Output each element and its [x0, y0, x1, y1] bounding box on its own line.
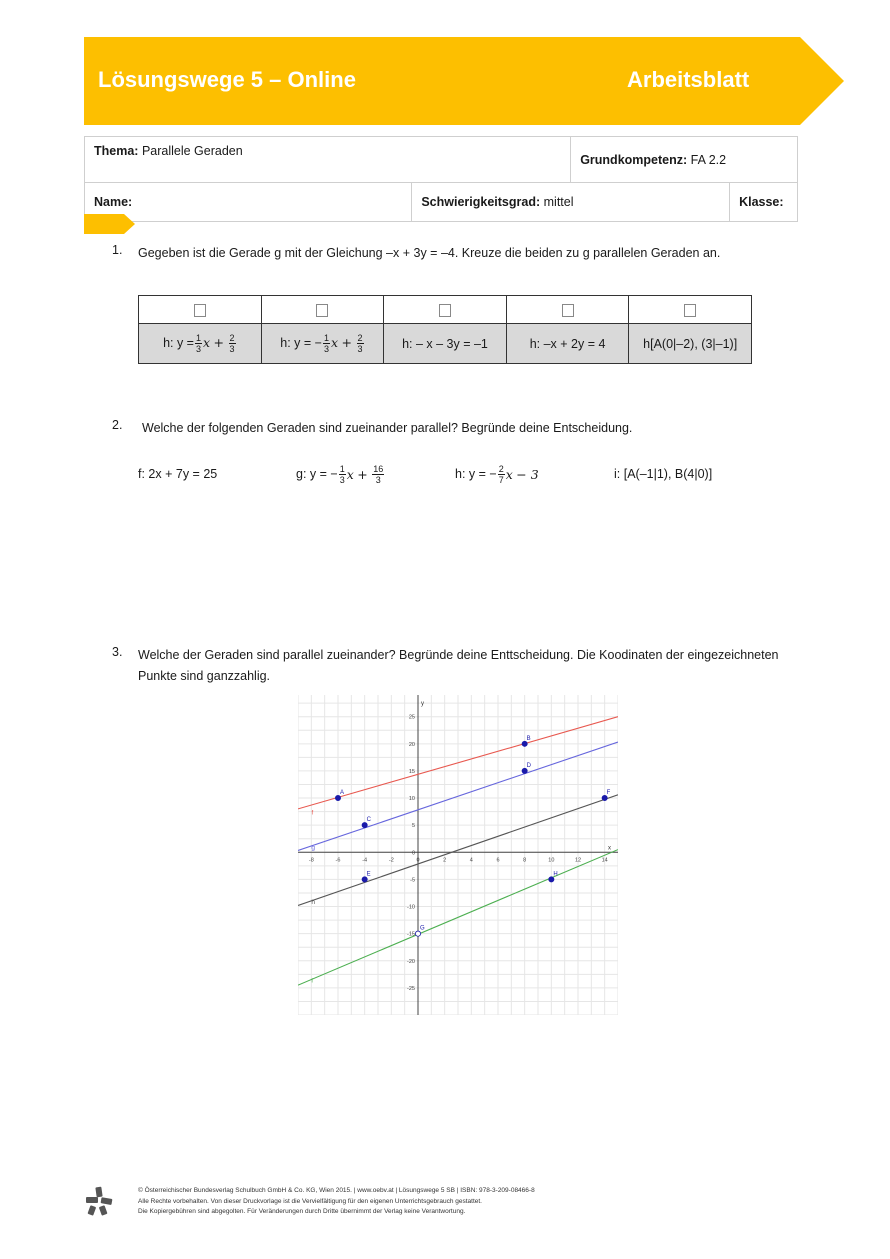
task2-number: 2. — [112, 418, 123, 432]
schwierigkeit-value: mittel — [543, 195, 574, 209]
x-tick-label: -4 — [362, 857, 368, 864]
variable: x — [203, 334, 211, 350]
fraction — [357, 333, 364, 354]
y-tick-label: -5 — [410, 877, 415, 884]
option-2 — [261, 324, 384, 364]
point-label-F: F — [606, 790, 611, 797]
x-tick-label: -8 — [308, 857, 314, 864]
denominator: 3 — [195, 344, 201, 354]
choice-cell[interactable] — [506, 296, 629, 324]
point-A — [335, 795, 340, 800]
choice-cell[interactable] — [384, 296, 507, 324]
operator: + — [213, 334, 225, 350]
task2-text: Welche der folgenden Geraden sind zueinander parallel? Begründe deine Entscheidung. — [142, 421, 633, 435]
worksheet-meta-table — [84, 136, 798, 222]
point-label-H: H — [553, 871, 558, 878]
task1-text: Gegeben ist die Gerade g mit der Gleichung –x + 3y = –4. Kreuze die beiden zu g parallelen Geraden an. — [138, 246, 721, 260]
y-tick-label: 5 — [411, 823, 415, 830]
checkbox-option-3[interactable] — [439, 304, 451, 317]
equation-i: i: [A(–1|1), B(4|0)] — [614, 467, 713, 481]
line-label-h: h — [311, 898, 315, 906]
klasse-label: Klasse: — [739, 195, 784, 209]
thema-label: Thema: — [94, 144, 139, 158]
variable: x — [346, 466, 354, 482]
point-G — [415, 931, 420, 936]
point-label-G: G — [420, 925, 425, 932]
numerator: 1 — [339, 463, 345, 474]
x-tick-label: -2 — [388, 857, 394, 864]
y-tick-label: -25 — [407, 985, 415, 992]
option-4: h: –x + 2y = 4 — [506, 324, 629, 364]
option-2-prefix: h: y = − — [280, 335, 322, 350]
denominator: 3 — [229, 344, 235, 354]
variable: x — [330, 334, 339, 350]
numerator: 1 — [323, 333, 329, 343]
denominator: 3 — [375, 474, 381, 485]
task3-text-line2: Punkte sind ganzzahlig. — [138, 669, 271, 683]
fraction — [339, 464, 346, 485]
fraction — [498, 464, 505, 485]
x-tick-label: 10 — [548, 857, 555, 864]
fraction — [195, 333, 202, 354]
point-D — [522, 768, 527, 773]
point-B — [522, 741, 527, 746]
task1-number: 1. — [112, 243, 123, 257]
y-axis-label: y — [421, 701, 424, 707]
point-F — [602, 795, 607, 800]
line-label-i: i — [311, 977, 313, 985]
task1-choice-table — [138, 295, 752, 364]
option-3: h: – x – 3y = –1 — [384, 324, 507, 364]
checkbox-option-5[interactable] — [684, 304, 696, 317]
x-tick-label: 2 — [443, 857, 447, 864]
numerator: 2 — [498, 463, 504, 474]
point-label-A: A — [340, 790, 345, 797]
checkbox-option-2[interactable] — [316, 304, 328, 317]
kompetenz-label: Grundkompetenz: — [580, 152, 688, 167]
fraction — [323, 333, 330, 354]
header-banner — [84, 37, 844, 125]
y-tick-label: 20 — [408, 741, 415, 748]
x-tick-label: 14 — [601, 857, 608, 864]
option-1 — [139, 324, 262, 364]
point-C — [362, 823, 367, 828]
thema-cell — [85, 137, 571, 183]
point-label-E: E — [366, 871, 371, 878]
numerator: 16 — [373, 463, 384, 474]
point-H — [549, 877, 554, 882]
point-label-B: B — [526, 735, 531, 742]
worksheet-type: Arbeitsblatt — [627, 67, 750, 92]
kompetenz-value: FA 2.2 — [690, 152, 727, 167]
x-tick-label: 4 — [469, 857, 473, 864]
point-E — [362, 877, 367, 882]
constant-term: − 3 — [516, 466, 539, 482]
y-tick-label: -20 — [407, 958, 415, 965]
y-tick-label: 0 — [411, 850, 415, 857]
equation-f: f: 2x + 7y = 25 — [138, 467, 218, 481]
operator: + — [341, 334, 353, 350]
footer-line-3: Die Kopiergebühren sind abgegolten. Für Veränderungen durch Dritte übernimmt der Verlag keine Verantwortung. — [138, 1208, 466, 1215]
option-1-prefix: h: y = — [163, 335, 194, 350]
publisher-logo-icon — [84, 1186, 114, 1216]
x-tick-label: -6 — [335, 857, 341, 864]
klasse-cell — [730, 183, 798, 222]
y-tick-label: 10 — [408, 796, 415, 803]
footer-copyright — [138, 1186, 535, 1218]
schwierigkeit-cell — [412, 183, 730, 222]
x-tick-label: 6 — [496, 857, 500, 864]
option-5: h[A(0|–2), (3|–1)] — [629, 324, 752, 364]
numerator: 2 — [229, 333, 235, 343]
task3-text-line1: Welche der Geraden sind parallel zueinander? Begründe deine Enttscheidung. Die Koodinaten der eingezeichneten — [138, 648, 779, 662]
task3-number: 3. — [112, 645, 123, 659]
checkbox-option-4[interactable] — [562, 304, 574, 317]
worksheet-series-title: Lösungswege 5 – Online — [98, 67, 356, 92]
coordinate-graph — [298, 695, 618, 1015]
y-tick-label: 25 — [408, 714, 415, 721]
line-label-g: g — [311, 844, 315, 852]
y-tick-label: 15 — [408, 768, 415, 775]
denominator: 3 — [323, 344, 329, 354]
x-axis-label: x — [608, 845, 611, 852]
x-tick-label: 8 — [523, 857, 527, 864]
denominator: 3 — [339, 474, 345, 485]
equation-g-prefix: g: y = − — [296, 467, 338, 481]
choice-cell[interactable] — [139, 296, 262, 324]
denominator: 3 — [357, 344, 363, 354]
choice-cell[interactable] — [629, 296, 752, 324]
numerator: 1 — [195, 333, 201, 343]
equation-h-prefix: h: y = − — [455, 467, 497, 481]
point-label-C: C — [366, 817, 372, 824]
point-label-D: D — [526, 762, 532, 769]
equation-g — [296, 462, 385, 486]
denominator: 7 — [498, 474, 504, 485]
fraction — [229, 333, 236, 354]
thema-value: Parallele Geraden — [141, 144, 243, 158]
x-tick-label: 12 — [574, 857, 582, 864]
y-tick-label: -10 — [407, 904, 415, 911]
numerator: 2 — [357, 333, 363, 343]
operator: + — [357, 466, 368, 482]
line-label-f: f — [311, 809, 314, 817]
footer-line-1: © Österreichischer Bundesverlag Schulbuch GmbH & Co. KG, Wien 2015. | www.oebv.at | Lösungswege 5 SB | ISBN: 978-3-209-08466-8 — [138, 1187, 535, 1194]
section-arrow-marker — [84, 214, 136, 234]
variable: x — [505, 466, 513, 482]
name-label: Name: — [94, 195, 133, 209]
schwierigkeit-label: Schwierigkeitsgrad: — [421, 195, 541, 209]
checkbox-option-1[interactable] — [194, 304, 206, 317]
fraction — [372, 464, 384, 485]
x-tick-label: 0 — [416, 857, 420, 864]
kompetenz-cell — [571, 137, 798, 183]
choice-cell[interactable] — [261, 296, 384, 324]
footer-line-2: Alle Rechte vorbehalten. Von dieser Druckvorlage ist die Vervielfältigung für den eigenen Unterrichtsgebrauch gestattet. — [138, 1197, 482, 1205]
equation-h — [455, 462, 539, 486]
y-tick-label: -15 — [407, 931, 415, 938]
